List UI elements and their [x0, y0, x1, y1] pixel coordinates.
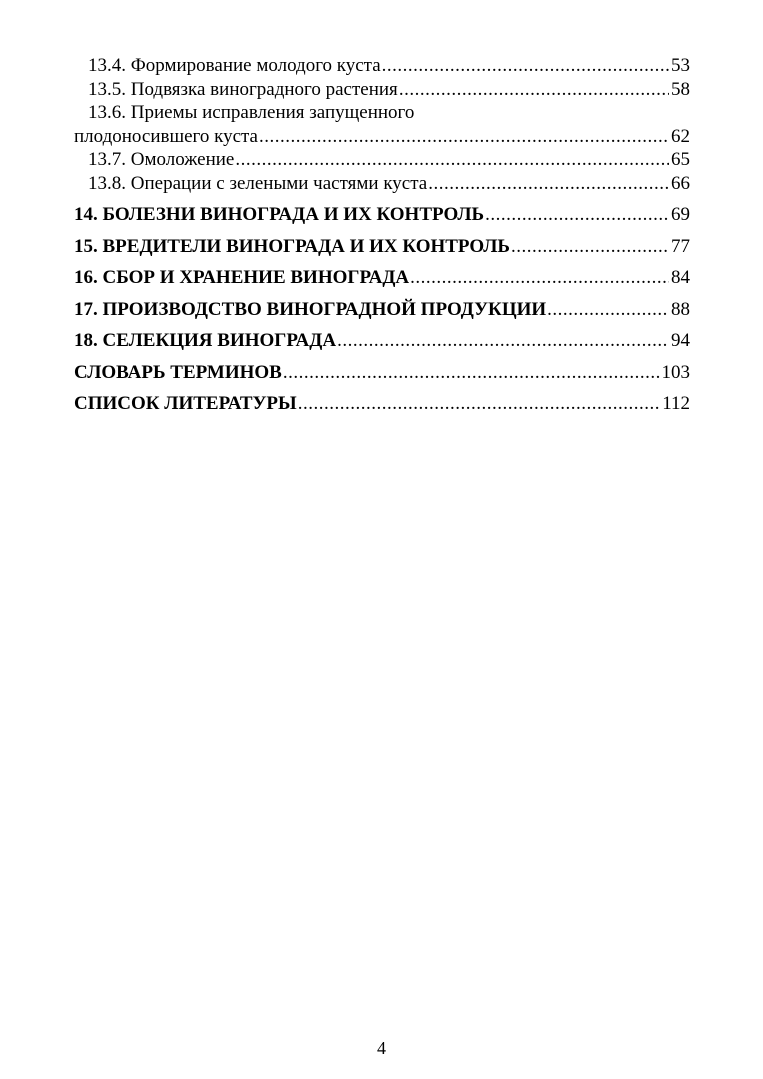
dot-leader — [547, 294, 669, 326]
page-number: 4 — [377, 1038, 386, 1058]
dot-leader — [235, 148, 669, 172]
toc-entry-page: 103 — [661, 361, 690, 383]
dot-leader — [382, 54, 669, 78]
dot-leader — [298, 388, 661, 420]
toc-entry-18[interactable] — [74, 325, 690, 357]
dot-leader — [399, 78, 669, 102]
toc-entry-16[interactable] — [74, 262, 690, 294]
toc-entry-page: 94 — [671, 330, 690, 351]
toc-entry-title: 16. СБОР И ХРАНЕНИЕ ВИНОГРАДА — [74, 267, 410, 288]
toc-entry-13-8[interactable] — [74, 172, 690, 196]
toc-entry-13-7[interactable] — [74, 148, 690, 172]
toc-entry-title: СПИСОК ЛИТЕРАТУРЫ — [74, 393, 297, 414]
toc-entry-title-line1: 13.6. Приемы исправления запущенного — [88, 102, 415, 123]
toc-entry-page: 65 — [671, 149, 690, 170]
dot-leader — [283, 357, 660, 389]
table-of-contents — [74, 54, 690, 420]
toc-entry-title: 15. ВРЕДИТЕЛИ ВИНОГРАДА И ИХ КОНТРОЛЬ — [74, 235, 510, 257]
toc-entry-references[interactable] — [74, 388, 690, 420]
toc-entry-title-line2: плодоносившего куста — [74, 125, 258, 147]
toc-entry-page: 84 — [671, 267, 690, 288]
toc-entry-13-5[interactable] — [74, 78, 690, 102]
dot-leader — [511, 231, 669, 263]
toc-entry-page: 112 — [662, 393, 690, 414]
toc-entry-title: 13.8. Операции с зелеными частями куста — [88, 172, 428, 194]
toc-entry-title: 18. СЕЛЕКЦИЯ ВИНОГРАДА — [74, 330, 337, 351]
dot-leader — [428, 172, 669, 196]
dot-leader — [259, 125, 669, 149]
toc-entry-13-6[interactable] — [74, 101, 690, 148]
dot-leader — [485, 199, 669, 231]
toc-entry-title: 13.4. Формирование молодого куста — [88, 55, 381, 76]
toc-entry-title: СЛОВАРЬ ТЕРМИНОВ — [74, 361, 282, 383]
toc-entry-14[interactable] — [74, 199, 690, 231]
toc-entry-title: 13.7. Омоложение — [88, 149, 235, 170]
toc-entry-page: 62 — [671, 125, 690, 147]
toc-entry-title: 13.5. Подвязка виноградного растения — [88, 78, 398, 100]
toc-entry-page: 77 — [671, 235, 690, 257]
toc-entry-17[interactable] — [74, 294, 690, 326]
dot-leader — [410, 262, 669, 294]
toc-entry-page: 66 — [671, 172, 690, 194]
toc-entry-title: 14. БОЛЕЗНИ ВИНОГРАДА И ИХ КОНТРОЛЬ — [74, 204, 485, 225]
dot-leader — [337, 325, 669, 357]
toc-entry-page: 69 — [671, 204, 690, 225]
toc-entry-page: 58 — [671, 78, 690, 100]
toc-entry-glossary[interactable] — [74, 357, 690, 389]
toc-entry-title: 17. ПРОИЗВОДСТВО ВИНОГРАДНОЙ ПРОДУКЦИИ — [74, 298, 547, 320]
toc-entry-page: 88 — [671, 298, 690, 320]
toc-entry-page: 53 — [671, 55, 690, 76]
toc-entry-13-4[interactable] — [74, 54, 690, 78]
toc-entry-15[interactable] — [74, 231, 690, 263]
